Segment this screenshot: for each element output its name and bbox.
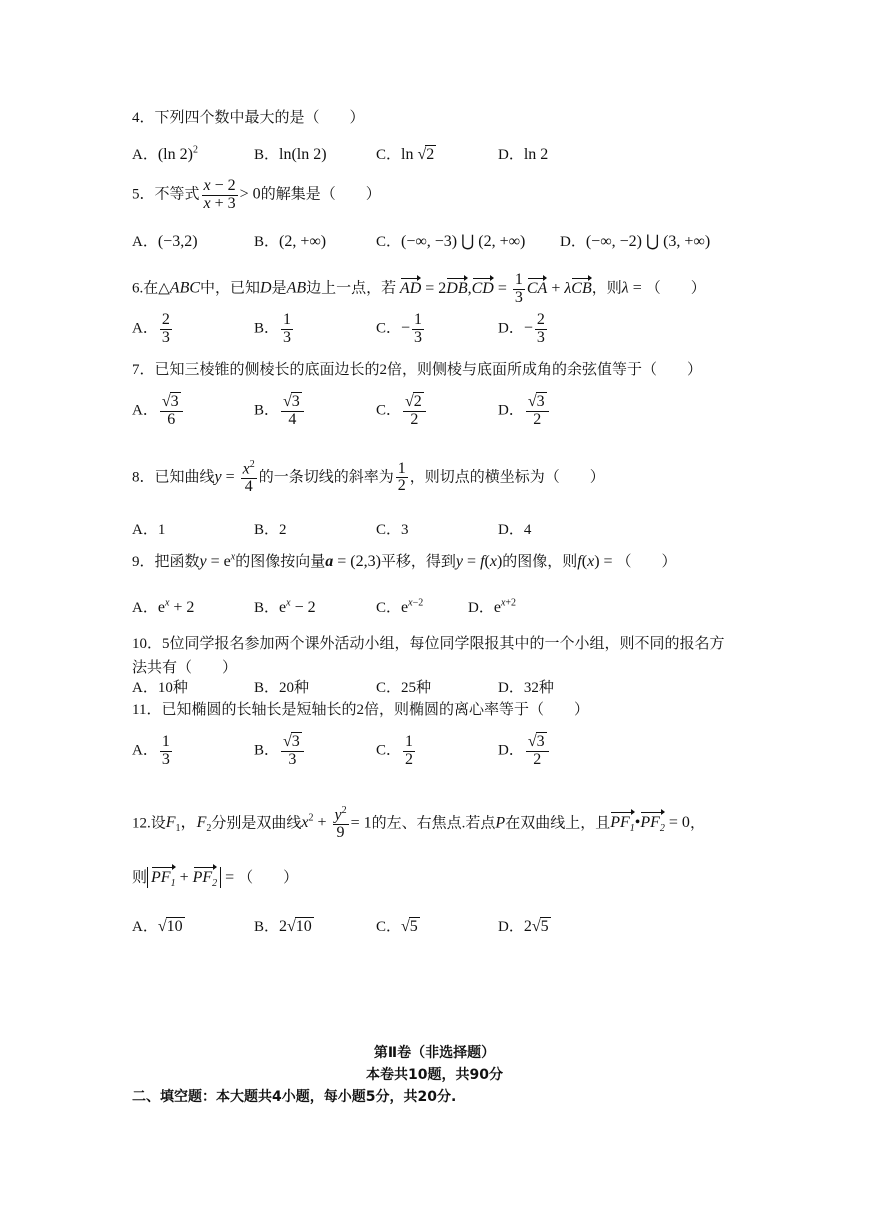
option-b: B． $\frac{1}{3}$ — [254, 311, 292, 346]
option-d: D．4 — [498, 522, 532, 538]
option-d: D．32种 — [498, 680, 554, 696]
question-12: 12.设$F_1$，$F_2$分别是双曲线$x^2$ + $\frac{y^2}{9}$ = 1的左、右焦点.若点P在双曲线上，且$PF_1•PF_2 = 0$， — [132, 805, 705, 842]
option-a: A．(−3,2) — [132, 233, 198, 250]
option-a: A． $\frac{2}{3}$ — [132, 311, 170, 346]
option-b: B． $\frac{√3}{4}$ — [254, 394, 306, 429]
option-b: B．$e^x - 2$ — [254, 597, 316, 616]
option-c: C．$e^{x-2}$ — [376, 597, 424, 616]
option-d: D．$e^{x+2}$ — [468, 597, 517, 616]
section-heading: 二、填空题：本大题共4小题，每小题5分，共20分. — [132, 1089, 457, 1105]
question-7 — [132, 358, 702, 379]
option-a: A． $\frac{√3}{6}$ — [132, 394, 185, 429]
question-11-stem: 11．已知椭圆的长轴长是短轴长的2倍，则椭圆的离心率等于（ ） — [132, 702, 589, 718]
option-b: B． $\frac{√3}{3}$ — [254, 734, 306, 769]
option-b: B．(2, +∞) — [254, 233, 327, 250]
option-c: C．√5 — [376, 918, 418, 935]
question-7-stem: 7．已知三棱锥的侧棱长的底面边长的2倍，则侧棱与底面所成角的余弦值等于（ ） — [132, 362, 703, 378]
question-10 — [132, 632, 725, 677]
option-a: A．1 — [132, 522, 166, 538]
question-10-line-1: 10．5位同学报名参加两个课外活动小组，每位同学限报其中的一个小组，则不同的报名方 — [132, 636, 725, 652]
option-b: B．2√10 — [254, 918, 312, 935]
option-d: D． $\frac{√3}{2}$ — [498, 734, 551, 769]
question-6: 6.在△ABC中，已知D是AB边上一点，若 AD = 2DB,CD = $\frac{1}{3}$ CA + λCB，则λ = （ ） — [132, 271, 706, 306]
option-c: C． $\frac{√2}{2}$ — [376, 394, 428, 429]
option-a: A．√10 — [132, 918, 183, 935]
option-a: A． $\frac{1}{3}$ — [132, 733, 170, 768]
option-b: B．ln(ln 2) — [254, 146, 327, 163]
option-c: C．(−∞, −3) ⋃ (2, +∞) — [376, 233, 526, 250]
option-c: C． $\frac{1}{2}$ — [376, 733, 414, 768]
option-c: C．3 — [376, 522, 409, 538]
question-9: 9．把函数$y = e^x$的图像按向量a = (2,3)平移，得到y = f(x)的图像，则f(x) = （ ） — [132, 551, 677, 570]
question-4 — [132, 106, 365, 127]
option-a: A．(ln 2)$^2$ — [132, 144, 198, 163]
option-c: C．25种 — [376, 680, 432, 696]
question-11 — [132, 698, 589, 719]
option-d: D．ln 2 — [498, 146, 549, 163]
option-d: D． $\frac{√3}{2}$ — [498, 394, 551, 429]
option-b: B．20种 — [254, 680, 310, 696]
question-4-stem: 4．下列四个数中最大的是（ ） — [132, 110, 365, 126]
option-c: C．ln √2 — [376, 146, 435, 163]
inequality-fraction: $\frac{x - 2}{x + 3}$ — [203, 177, 236, 212]
question-12-line-2: 则 $PF_1 + PF_2$ = （ ） — [132, 869, 299, 890]
question-10-line-2: 法共有（ ） — [132, 660, 238, 676]
option-d: D．(−∞, −2) ⋃ (3, +∞) — [560, 233, 711, 250]
option-b: B．2 — [254, 522, 287, 538]
option-d: D．2√5 — [498, 918, 549, 935]
question-5: 5．不等式 $\frac{x - 2}{x + 3}$ > 0的解集是（ ） — [132, 177, 381, 212]
option-d: D．− $\frac{2}{3}$ — [498, 311, 545, 346]
option-c: C．− $\frac{1}{3}$ — [376, 311, 423, 346]
option-a: A．$e^x + 2$ — [132, 597, 195, 616]
question-8: 8．已知曲线y = $\frac{x^2}{4}$ 的一条切线的斜率为 $\frac{1}{2}$ ，则切点的横坐标为（ ） — [132, 459, 605, 496]
option-a: A．10种 — [132, 680, 188, 696]
section-title: 第Ⅱ卷（非选择题） — [373, 1045, 496, 1061]
section-subtitle: 本卷共10题，共90分 — [366, 1067, 503, 1083]
